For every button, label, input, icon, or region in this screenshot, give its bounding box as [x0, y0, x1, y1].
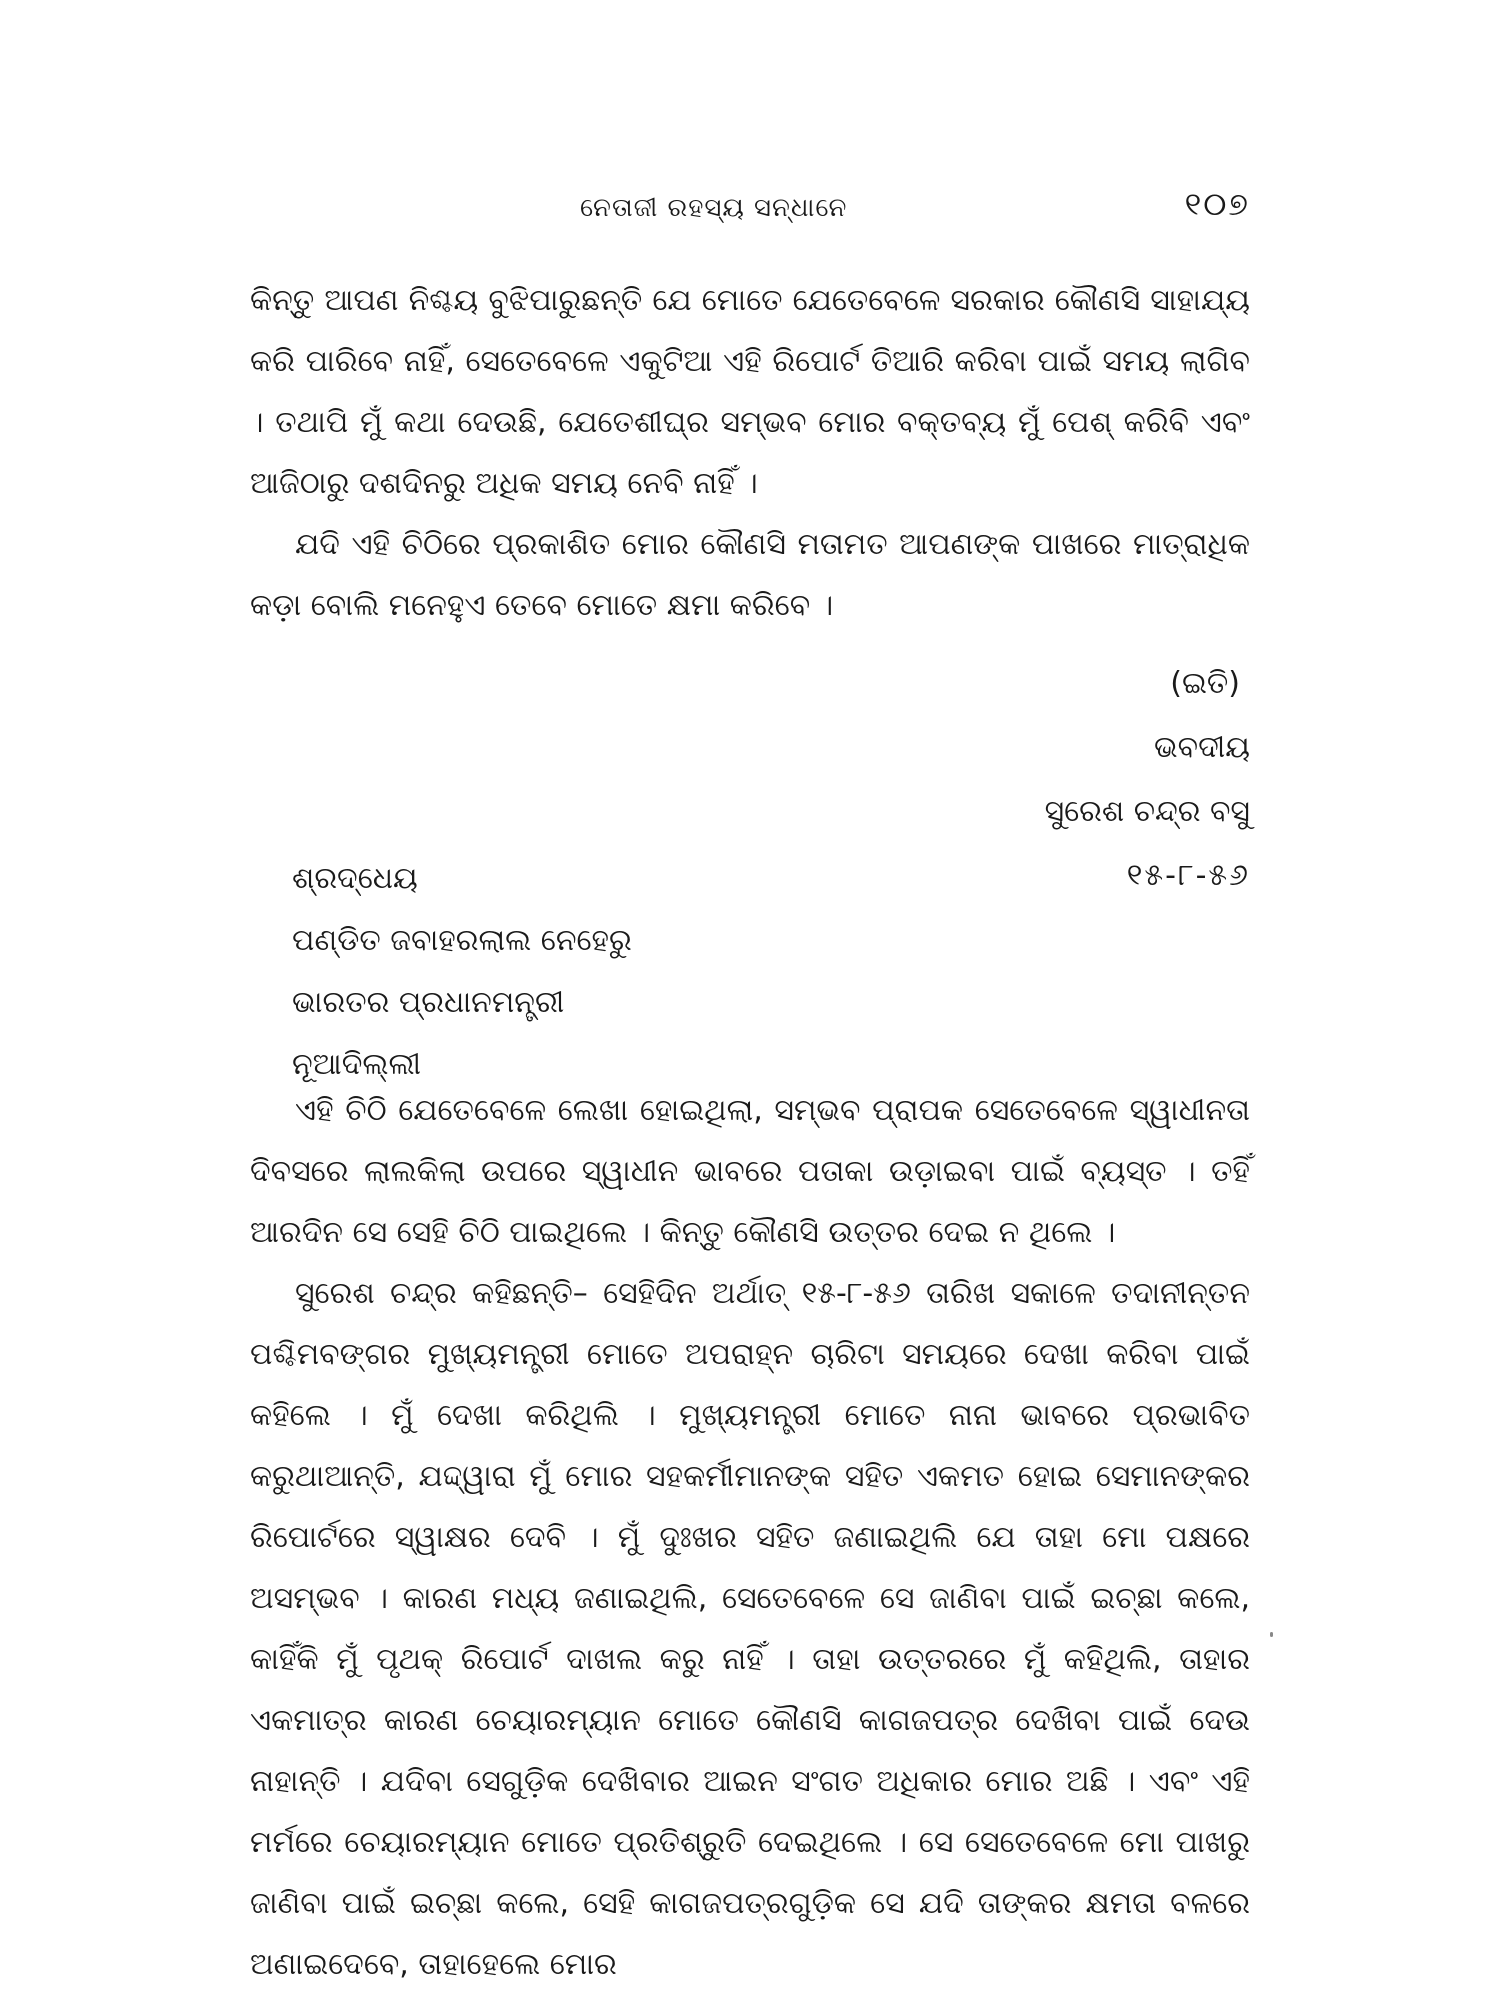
letter-closing: [850, 652, 1250, 908]
running-header: [250, 185, 1250, 235]
letter-date: ୧୫-୮-୫୬: [1126, 858, 1250, 893]
signature-name: ସୁରେଶ ଚନ୍ଦ୍ର ବସୁ: [1044, 794, 1250, 829]
narrative-body-text: [250, 1080, 1250, 1995]
page-number: ୧୦୭: [1184, 185, 1250, 223]
paragraph: ଯଦି ଏହି ଚିଠିରେ ପ୍ରକାଶିତ ମୋର କୌଣସି ମତାମତ ଆପଣଙ୍କ ପାଖରେ ମାତ୍ରାଧିକ କଡ଼ା ବୋଲି ମନେହୁଏ ତେବେ ମୋତେ କ୍ଷମା କରିବେ ।: [250, 527, 1250, 623]
closing-etc: (ଇତି): [1170, 666, 1240, 701]
address-line: ଭାରତର ପ୍ରଧାନମନ୍ତ୍ରୀ: [292, 985, 565, 1020]
address-line: ନୂଆଦିଲ୍ଲୀ: [292, 1047, 422, 1082]
closing-salutation: ଭବଦୀୟ: [1154, 730, 1250, 765]
paragraph: କିନ୍ତୁ ଆପଣ ନିଶ୍ଚୟ ବୁଝିପାରୁଛନ୍ତି ଯେ ମୋତେ ଯେତେବେଳେ ସରକାର କୌଣସି ସାହାଯ୍ୟ କରି ପାରିବେ ନାହିଁ, ସେତେବେଳେ ଏକୁଟିଆ ଏହି ରିପୋର୍ଟ ତିଆରି କରିବା ପାଇଁ ସମୟ ଲାଗିବ । ତଥାପି ମୁଁ କଥା ଦେଉଛି, ଯେତେଶୀଘ୍ର ସମ୍ଭବ ମୋର ବକ୍ତବ୍ୟ ମୁଁ ପେଶ୍ କରିବି ଏବଂ ଆଜିଠାରୁ ଦଶଦିନରୁ ଅଧିକ ସମୟ ନେବି ନାହିଁ ।: [250, 283, 1250, 501]
paragraph: ଏହି ଚିଠି ଯେତେବେଳେ ଲେଖା ହୋଇଥିଲା, ସମ୍ଭବ ପ୍ରାପକ ସେତେବେଳେ ସ୍ୱାଧୀନତା ଦିବସରେ ଲାଲକିଲା ଉପରେ ସ୍ୱାଧୀନ ଭାବରେ ପତାକା ଉଡ଼ାଇବା ପାଇଁ ବ୍ୟସ୍ତ । ତହିଁ ଆରଦିନ ସେ ସେହି ଚିଠି ପାଇଥିଲେ । କିନ୍ତୁ କୌଣସି ଉତ୍ତର ଦେଇ ନ ଥିଲେ ।: [250, 1093, 1250, 1250]
paragraph: ସୁରେଶ ଚନ୍ଦ୍ର କହିଛନ୍ତି– ସେହିଦିନ ଅର୍ଥାତ୍ ୧୫-୮-୫୬ ତାରିଖ ସକାଳେ ତଦାନୀନ୍ତନ ପଶ୍ଚିମବଙ୍ଗର ମୁଖ୍ୟମନ୍ତ୍ରୀ ମୋତେ ଅପରାହ୍ନ ଚାରିଟା ସମୟରେ ଦେଖା କରିବା ପାଇଁ କହିଲେ । ମୁଁ ଦେଖା କରିଥିଲି । ମୁଖ୍ୟମନ୍ତ୍ରୀ ମୋତେ ନାନା ଭାବରେ ପ୍ରଭାବିତ କରୁଥାଆନ୍ତି, ଯଦ୍ଦ୍ୱାରା ମୁଁ ମୋର ସହକର୍ମୀମାନଙ୍କ ସହିତ ଏକମତ ହୋଇ ସେମାନଙ୍କର ରିପୋର୍ଟରେ ସ୍ୱାକ୍ଷର ଦେବି । ମୁଁ ଦୁଃଖର ସହିତ ଜଣାଇଥିଲି ଯେ ତାହା ମୋ ପକ୍ଷରେ ଅସମ୍ଭବ । କାରଣ ମଧ୍ୟ ଜଣାଇଥିଲି, ସେତେବେଳେ ସେ ଜାଣିବା ପାଇଁ ଇଚ୍ଛା କଲେ, କାହିଁକି ମୁଁ ପୃଥକ୍ ରିପୋର୍ଟ ଦାଖଲ କରୁ ନାହିଁ । ତାହା ଉତ୍ତରରେ ମୁଁ କହିଥିଲି, ତାହାର ଏକମାତ୍ର କାରଣ ଚେୟାରମ୍ୟାନ ମୋତେ କୌଣସି କାଗଜପତ୍ର ଦେଖିବା ପାଇଁ ଦେଉ ନାହାନ୍ତି । ଯଦିବା ସେଗୁଡ଼ିକ ଦେଖିବାର ଆଇନ ସଂଗତ ଅଧିକାର ମୋର ଅଛି । ଏବଂ ଏହି ମର୍ମରେ ଚେୟାରମ୍ୟାନ ମୋତେ ପ୍ରତିଶ୍ରୁତି ଦେଇଥିଲେ । ସେ ସେତେବେଳେ ମୋ ପାଖରୁ ଜାଣିବା ପାଇଁ ଇଚ୍ଛା କଲେ, ସେହି କାଗଜପତ୍ରଗୁଡ଼ିକ ସେ ଯଦି ତାଙ୍କର କ୍ଷମତା ବଳରେ ଅଣାଇଦେବେ, ତାହାହେଲେ ମୋର: [250, 1276, 1250, 1982]
scan-speck: [1270, 1632, 1273, 1637]
address-line: ପଣ୍ଡିତ ଜବାହରଲାଲ ନେହେରୁ: [292, 923, 632, 958]
recipient-address: [292, 848, 632, 1096]
address-line: ଶ୍ରଦ୍ଧେୟ: [292, 861, 418, 896]
running-title: ନେତାଜୀ ରହସ୍ୟ ସନ୍ଧାନେ: [580, 193, 848, 223]
letter-body-text: [250, 270, 1250, 636]
